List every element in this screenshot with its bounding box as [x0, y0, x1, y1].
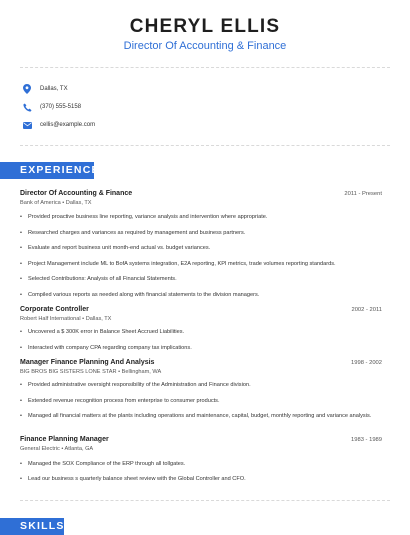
job-dates: 1983 - 1989: [351, 437, 382, 443]
job-company: Bank of America • Dallas, TX: [20, 200, 92, 206]
phone-icon: [22, 102, 32, 112]
contact-divider: [20, 145, 390, 146]
phone-text: (370) 555-5158: [40, 104, 82, 110]
skills-heading: SKILLS: [0, 518, 64, 535]
job-title: Manager Finance Planning And Analysis: [20, 359, 155, 366]
header-divider: [20, 67, 390, 68]
candidate-name: CHERYL ELLIS: [129, 16, 281, 37]
job-bullet: • Provided proactive business line reporting, variance analysis and intervention where appropriate.: [20, 214, 268, 220]
contact-phone: [22, 100, 81, 114]
job-dates: 2002 - 2011: [351, 307, 382, 313]
job-bullet: • Extended revenue recognition process from enterprise to consumer products.: [20, 398, 220, 404]
job-bullet: • Managed the SOX Compliance of the ERP through all tollgates.: [20, 461, 186, 467]
contact-location: [22, 82, 68, 96]
job-bullet: • Evaluate and report business unit month-end actual vs. budget variances.: [20, 245, 211, 251]
experience-heading: EXPERIENCE: [0, 162, 94, 179]
job-dates: 2011 - Present: [344, 191, 382, 197]
job-dates: 1998 - 2002: [351, 360, 382, 366]
job-bullet: • Compiled various reports as needed along with financial statements to the division managers.: [20, 292, 260, 298]
job-company: Robert Half International • Dallas, TX: [20, 316, 112, 322]
job-bullet: • Uncovered a $ 300K error in Balance Sheet Accrued Liabilities.: [20, 329, 185, 335]
job-bullet: • Managed all financial matters at the plants including operations and maintenance, capital, budget, monthly reporting and variance analysis.: [20, 413, 372, 419]
email-icon: [22, 120, 32, 130]
email-text: cellis@example.com: [40, 122, 96, 128]
experience-divider: [20, 500, 390, 501]
job-title: Finance Planning Manager: [20, 436, 109, 443]
job-company: General Electric • Atlanta, GA: [20, 446, 94, 452]
job-bullet: • Lead our business s quarterly balance sheet review with the Global Controller and CFO.: [20, 476, 246, 482]
job-bullet: • Interacted with company CPA regarding company tax implications.: [20, 345, 192, 351]
job-title: Director Of Accounting & Finance: [20, 190, 133, 197]
job-bullet: • Selected Contributions: Analysis of all Financial Statements.: [20, 276, 177, 282]
candidate-title: Director Of Accounting & Finance: [123, 40, 287, 52]
location-pin-icon: [22, 84, 32, 94]
job-title: Corporate Controller: [20, 306, 89, 313]
location-text: Dallas, TX: [40, 86, 68, 92]
job-bullet: • Project Management include ML to BofA systems integration, E2A reporting, KPI metrics, trade volumes reporting standards.: [20, 261, 336, 267]
contact-email: [22, 118, 95, 132]
job-bullet: • Researched charges and variances as required by management and business partners.: [20, 230, 246, 236]
job-bullet: • Provided administrative oversight responsibility of the Administration and Finance division.: [20, 382, 251, 388]
job-company: BIG BROS BIG SISTERS LONE STAR • Bellingham, WA: [20, 369, 162, 375]
